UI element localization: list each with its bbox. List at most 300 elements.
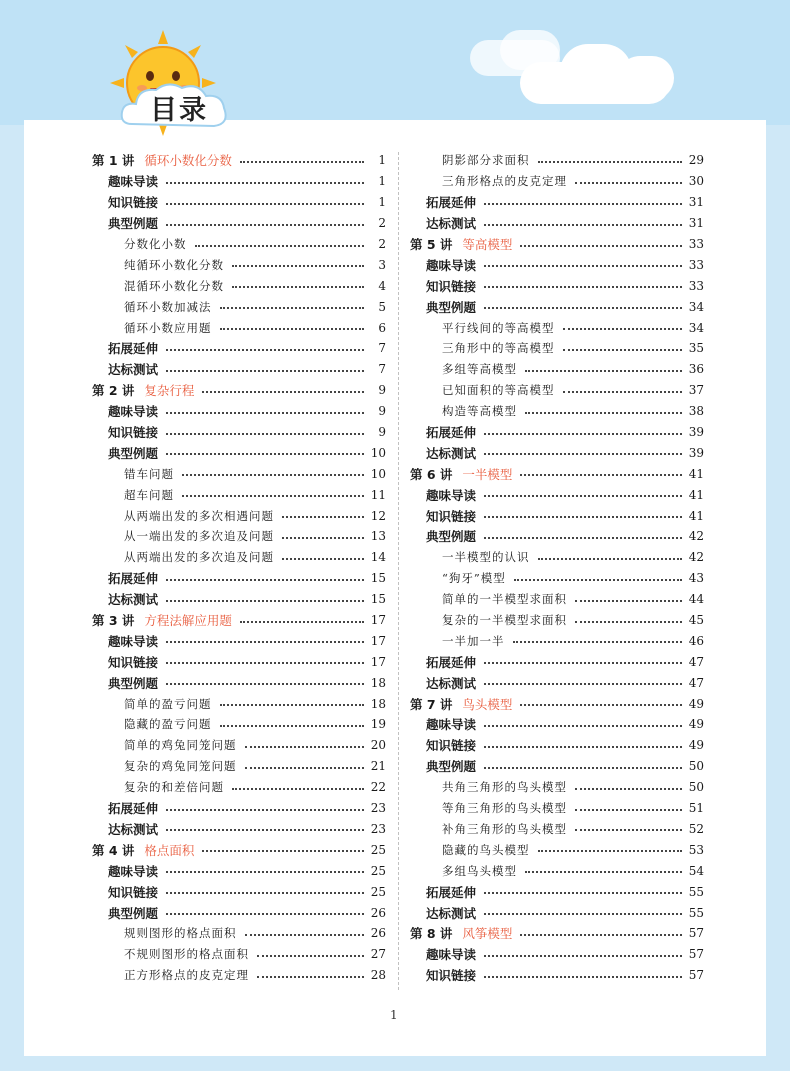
entry-label: 拓展延伸 (108, 341, 159, 357)
entry-page-number: 42 (688, 550, 704, 565)
toc-subsection-row[interactable] (92, 484, 386, 505)
entry-label: 从一端出发的多次追及问题 (124, 529, 274, 544)
entry-page-number: 25 (370, 863, 386, 878)
entry-page-number: 41 (688, 487, 704, 502)
dot-leader (166, 224, 364, 226)
toc-section-row[interactable] (410, 275, 704, 296)
dot-leader (202, 850, 364, 852)
entry-page-number: 25 (370, 884, 386, 899)
entry-label: 多组鸟头模型 (442, 863, 517, 878)
dot-leader (166, 182, 364, 184)
dot-leader (166, 871, 364, 873)
toc-subsection-row[interactable] (92, 756, 386, 777)
toc-section-row[interactable] (92, 651, 386, 672)
dot-leader (514, 579, 682, 581)
toc-subsection-row[interactable] (92, 714, 386, 735)
dot-leader (232, 265, 364, 267)
toc-subsection-row[interactable] (92, 254, 386, 275)
entry-page-number: 5 (378, 299, 386, 314)
dot-leader (484, 913, 682, 915)
entry-label: 拓展延伸 (426, 884, 477, 900)
toc-section-row[interactable] (92, 171, 386, 192)
entry-page-number: 1 (378, 174, 386, 189)
entry-label: 简单的鸡兔同笼问题 (124, 738, 237, 753)
toc-section-row[interactable] (92, 401, 386, 422)
toc-section-row[interactable] (410, 881, 704, 902)
entry-label: 循环小数应用题 (124, 320, 212, 335)
entry-page-number: 34 (688, 320, 704, 335)
dot-leader (484, 203, 682, 205)
toc-section-row[interactable] (92, 630, 386, 651)
entry-page-number: 22 (370, 780, 386, 795)
dot-leader (575, 788, 682, 790)
entry-label: “狗牙”模型 (442, 571, 506, 586)
dot-leader (484, 516, 682, 518)
dot-leader (484, 662, 682, 664)
toc-subsection-row[interactable] (410, 839, 704, 860)
entry-page-number: 31 (688, 195, 704, 210)
dot-leader (484, 976, 682, 978)
entry-label: 多组等高模型 (442, 362, 517, 377)
dot-leader (240, 161, 364, 163)
entry-label: 纯循环小数化分数 (124, 257, 224, 272)
entry-page-number: 25 (370, 842, 386, 857)
entry-page-number: 57 (688, 947, 704, 962)
entry-label: 隐藏的鸟头模型 (442, 842, 530, 857)
dot-leader (484, 955, 682, 957)
entry-page-number: 38 (688, 404, 704, 419)
entry-label: 趣味导读 (426, 257, 477, 273)
entry-label: 分数化小数 (124, 237, 187, 251)
entry-page-number: 33 (688, 257, 704, 272)
entry-label: 已知面积的等高模型 (442, 383, 555, 398)
entry-label: 达标测试 (108, 821, 159, 837)
toc-section-row[interactable] (410, 422, 704, 443)
dot-leader (484, 307, 682, 309)
toc-subsection-row[interactable] (92, 463, 386, 484)
entry-page-number: 57 (688, 926, 704, 941)
dot-leader (245, 767, 365, 769)
dot-leader (166, 349, 364, 351)
entry-page-number: 30 (688, 174, 704, 189)
toc-section-row[interactable] (92, 338, 386, 359)
entry-page-number: 28 (370, 968, 386, 983)
entry-page-number: 49 (688, 738, 704, 753)
dot-leader (575, 809, 682, 811)
entry-page-number: 15 (370, 592, 386, 607)
entry-label: 知识链接 (426, 968, 477, 984)
entry-page-number: 17 (370, 613, 386, 628)
entry-label: 隐藏的盈亏问题 (124, 717, 212, 732)
entry-page-number: 7 (378, 341, 386, 356)
entry-page-number: 49 (688, 717, 704, 732)
toc-chapter-row[interactable] (92, 380, 386, 401)
toc-subsection-row[interactable] (410, 777, 704, 798)
dot-leader (520, 934, 682, 936)
toc-section-row[interactable] (410, 213, 704, 234)
toc-section-row[interactable] (410, 902, 704, 923)
entry-label: 拓展延伸 (426, 425, 477, 441)
entry-label: 拓展延伸 (426, 195, 477, 211)
toc-subsection-row[interactable] (410, 610, 704, 631)
dot-leader (520, 704, 682, 706)
entry-page-number: 37 (688, 383, 704, 398)
dot-leader (240, 621, 364, 623)
entry-page-number: 7 (378, 362, 386, 377)
dot-leader (220, 307, 365, 309)
entry-page-number: 18 (370, 696, 386, 711)
toc-section-row[interactable] (410, 296, 704, 317)
toc-subsection-row[interactable] (410, 380, 704, 401)
entry-label: 共角三角形的鸟头模型 (442, 780, 567, 795)
dot-leader (166, 662, 364, 664)
entry-label: 复杂的和差倍问题 (124, 780, 224, 795)
toc-section-row[interactable] (410, 442, 704, 463)
entry-page-number: 47 (688, 654, 704, 669)
entry-label: 超车问题 (124, 487, 174, 502)
entry-label: 趣味导读 (426, 947, 477, 963)
chapter-number: 第 2 讲 (92, 383, 135, 399)
entry-label: 趣味导读 (108, 633, 159, 649)
dot-leader (563, 328, 683, 330)
toc-section-row[interactable] (410, 254, 704, 275)
toc-subsection-row[interactable] (92, 965, 386, 986)
entry-page-number: 41 (688, 508, 704, 523)
toc-section-row[interactable] (410, 672, 704, 693)
toc-subsection-row[interactable] (92, 296, 386, 317)
dot-leader (166, 913, 364, 915)
entry-label: 达标测试 (426, 905, 477, 921)
toc-subsection-row[interactable] (92, 234, 386, 255)
dot-leader (195, 245, 365, 247)
chapter-number: 第 6 讲 (410, 466, 453, 482)
entry-page-number: 57 (688, 968, 704, 983)
toc-section-row[interactable] (92, 359, 386, 380)
toc-section-row[interactable] (410, 735, 704, 756)
entry-page-number: 2 (378, 216, 386, 231)
entry-page-number: 26 (370, 926, 386, 941)
entry-label: 知识链接 (108, 425, 159, 441)
entry-page-number: 41 (688, 466, 704, 481)
entry-label: 简单的一半模型求面积 (442, 592, 567, 607)
entry-page-number: 23 (370, 821, 386, 836)
entry-page-number: 21 (370, 759, 386, 774)
entry-page-number: 31 (688, 216, 704, 231)
entry-page-number: 10 (370, 445, 386, 460)
toc-column-left (92, 150, 386, 986)
entry-page-number: 43 (688, 571, 704, 586)
toc-section-row[interactable] (92, 902, 386, 923)
entry-label: 典型例题 (426, 529, 477, 545)
toc-section-row[interactable] (92, 442, 386, 463)
entry-page-number: 47 (688, 675, 704, 690)
toc-section-row[interactable] (92, 672, 386, 693)
dot-leader (563, 349, 683, 351)
toc-subsection-row[interactable] (410, 568, 704, 589)
dot-leader (484, 433, 682, 435)
toc-chapter-row[interactable] (410, 234, 704, 255)
entry-label: 典型例题 (108, 675, 159, 691)
entry-page-number: 1 (378, 153, 386, 168)
toc-section-row[interactable] (92, 568, 386, 589)
entry-label: 知识链接 (108, 195, 159, 211)
entry-page-number: 35 (688, 341, 704, 356)
entry-page-number: 36 (688, 362, 704, 377)
entry-label: 三角形中的等高模型 (442, 341, 555, 356)
entry-page-number: 19 (370, 717, 386, 732)
entry-label: 达标测试 (426, 445, 477, 461)
page-number: 1 (390, 1008, 398, 1022)
entry-label: 达标测试 (108, 362, 159, 378)
entry-label: 错车问题 (124, 466, 174, 481)
dot-leader (484, 767, 682, 769)
entry-page-number: 9 (378, 425, 386, 440)
toc-subsection-row[interactable] (92, 547, 386, 568)
entry-page-number: 4 (378, 278, 386, 293)
dot-leader (525, 871, 682, 873)
toc-section-row[interactable] (410, 756, 704, 777)
entry-page-number: 9 (378, 404, 386, 419)
entry-label: 复杂的鸡兔同笼问题 (124, 759, 237, 774)
dot-leader (525, 412, 682, 414)
entry-page-number: 13 (370, 529, 386, 544)
entry-page-number: 3 (378, 257, 386, 272)
entry-page-number: 2 (378, 237, 386, 251)
entry-page-number: 55 (688, 905, 704, 920)
toc-chapter-row[interactable] (410, 693, 704, 714)
entry-label: 达标测试 (426, 216, 477, 232)
entry-label: 达标测试 (108, 592, 159, 608)
toc-subsection-row[interactable] (92, 777, 386, 798)
dot-leader (166, 203, 364, 205)
dot-leader (282, 558, 364, 560)
toc-section-row[interactable] (410, 651, 704, 672)
toc-subsection-row[interactable] (410, 171, 704, 192)
entry-page-number: 23 (370, 801, 386, 816)
toc-chapter-row[interactable] (410, 463, 704, 484)
dot-leader (257, 976, 364, 978)
toc-chapter-row[interactable] (92, 610, 386, 631)
toc-section-row[interactable] (410, 505, 704, 526)
entry-label: 趣味导读 (108, 404, 159, 420)
entry-page-number: 53 (688, 842, 704, 857)
toc-subsection-row[interactable] (92, 317, 386, 338)
toc-subsection-row[interactable] (410, 547, 704, 568)
toc-section-row[interactable] (92, 589, 386, 610)
toc-section-row[interactable] (410, 192, 704, 213)
toc-subsection-row[interactable] (92, 944, 386, 965)
toc-section-row[interactable] (92, 798, 386, 819)
entry-label: 知识链接 (108, 654, 159, 670)
chapter-number: 第 7 讲 (410, 696, 453, 712)
chapter-number: 第 3 讲 (92, 613, 135, 629)
toc-subsection-row[interactable] (410, 317, 704, 338)
cloud-decoration (618, 56, 674, 100)
toc-subsection-row[interactable] (92, 923, 386, 944)
entry-page-number: 42 (688, 529, 704, 544)
toc-section-row[interactable] (92, 213, 386, 234)
dot-leader (220, 725, 365, 727)
toc-chapter-row[interactable] (410, 923, 704, 944)
toc-chapter-row[interactable] (92, 150, 386, 171)
toc-section-row[interactable] (410, 965, 704, 986)
dot-leader (513, 641, 683, 643)
toc-chapter-row[interactable] (92, 839, 386, 860)
entry-page-number: 33 (688, 278, 704, 293)
dot-leader (166, 829, 364, 831)
dot-leader (538, 850, 683, 852)
toc-subsection-row[interactable] (92, 693, 386, 714)
dot-leader (484, 265, 682, 267)
toc-section-row[interactable] (92, 860, 386, 881)
dot-leader (166, 453, 364, 455)
entry-label: 等角三角形的鸟头模型 (442, 801, 567, 816)
chapter-number: 第 1 讲 (92, 153, 135, 169)
chapter-title: 风筝模型 (462, 926, 513, 942)
dot-leader (563, 391, 683, 393)
toc-section-row[interactable] (410, 944, 704, 965)
chapter-title: 方程法解应用题 (144, 613, 232, 629)
chapter-title: 等高模型 (462, 237, 513, 252)
entry-label: 知识链接 (426, 738, 477, 754)
entry-label: 典型例题 (426, 299, 477, 315)
dot-leader (484, 453, 682, 455)
dot-leader (182, 474, 364, 476)
dot-leader (166, 600, 364, 602)
dot-leader (484, 286, 682, 288)
entry-label: 平行线间的等高模型 (442, 320, 555, 335)
entry-label: 从两端出发的多次追及问题 (124, 550, 274, 565)
dot-leader (166, 892, 364, 894)
entry-page-number: 52 (688, 821, 704, 836)
dot-leader (575, 600, 682, 602)
entry-label: 循环小数加减法 (124, 299, 212, 314)
dot-leader (484, 683, 682, 685)
chapter-number: 第 8 讲 (410, 926, 453, 942)
entry-label: 拓展延伸 (108, 801, 159, 817)
entry-page-number: 34 (688, 299, 704, 314)
dot-leader (182, 495, 364, 497)
entry-page-number: 1 (378, 195, 386, 210)
dot-leader (220, 328, 365, 330)
toc-subsection-row[interactable] (92, 505, 386, 526)
entry-page-number: 15 (370, 571, 386, 586)
entry-page-number: 51 (688, 801, 704, 816)
toc-subsection-row[interactable] (410, 798, 704, 819)
toc-subsection-row[interactable] (410, 860, 704, 881)
toc-subsection-row[interactable] (410, 630, 704, 651)
dot-leader (484, 725, 682, 727)
entry-label: 一半加一半 (442, 633, 505, 648)
entry-page-number: 39 (688, 445, 704, 460)
entry-label: 典型例题 (108, 445, 159, 461)
toc-subsection-row[interactable] (410, 401, 704, 422)
entry-page-number: 11 (370, 487, 386, 502)
entry-label: 简单的盈亏问题 (124, 696, 212, 711)
toc-subsection-row[interactable] (410, 150, 704, 171)
entry-page-number: 50 (688, 780, 704, 795)
entry-label: 混循环小数化分数 (124, 278, 224, 293)
toc-subsection-row[interactable] (92, 526, 386, 547)
dot-leader (220, 704, 365, 706)
toc-subsection-row[interactable] (410, 359, 704, 380)
entry-page-number: 55 (688, 884, 704, 899)
chapter-title: 复杂行程 (144, 383, 195, 399)
dot-leader (245, 746, 365, 748)
entry-page-number: 10 (370, 466, 386, 481)
toc-subsection-row[interactable] (410, 338, 704, 359)
toc-subsection-row[interactable] (410, 819, 704, 840)
entry-page-number: 20 (370, 738, 386, 753)
dot-leader (282, 537, 364, 539)
entry-label: 正方形格点的皮克定理 (124, 968, 249, 983)
entry-page-number: 46 (688, 633, 704, 648)
entry-label: 三角形格点的皮克定理 (442, 174, 567, 189)
chapter-title: 循环小数化分数 (144, 153, 232, 169)
toc-section-row[interactable] (410, 714, 704, 735)
chapter-title: 鸟头模型 (462, 696, 513, 712)
entry-label: 阴影部分求面积 (442, 153, 530, 168)
dot-leader (520, 474, 682, 476)
toc-section-row[interactable] (92, 819, 386, 840)
entry-label: 一半模型的认识 (442, 550, 530, 565)
entry-label: 达标测试 (426, 675, 477, 691)
entry-label: 趣味导读 (426, 487, 477, 503)
dot-leader (166, 433, 364, 435)
entry-label: 趣味导读 (108, 863, 159, 879)
toc-section-row[interactable] (410, 526, 704, 547)
entry-label: 典型例题 (108, 905, 159, 921)
dot-leader (282, 516, 364, 518)
dot-leader (257, 955, 364, 957)
entry-page-number: 29 (688, 153, 704, 168)
entry-label: 从两端出发的多次相遇问题 (124, 508, 274, 523)
entry-page-number: 18 (370, 675, 386, 690)
dot-leader (166, 579, 364, 581)
entry-label: 典型例题 (108, 216, 159, 232)
entry-page-number: 17 (370, 633, 386, 648)
entry-label: 拓展延伸 (108, 571, 159, 587)
dot-leader (538, 161, 683, 163)
dot-leader (484, 224, 682, 226)
toc-section-row[interactable] (410, 484, 704, 505)
toc-subsection-row[interactable] (92, 275, 386, 296)
dot-leader (232, 788, 364, 790)
dot-leader (232, 286, 364, 288)
entry-label: 规则图形的格点面积 (124, 926, 237, 941)
entry-page-number: 17 (370, 654, 386, 669)
dot-leader (538, 558, 683, 560)
dot-leader (575, 182, 682, 184)
dot-leader (166, 683, 364, 685)
column-divider (398, 152, 399, 990)
toc-section-row[interactable] (92, 192, 386, 213)
dot-leader (484, 746, 682, 748)
chapter-number: 第 5 讲 (410, 237, 453, 252)
entry-page-number: 14 (370, 550, 386, 565)
entry-label: 知识链接 (108, 884, 159, 900)
toc-subsection-row[interactable] (92, 735, 386, 756)
entry-page-number: 39 (688, 425, 704, 440)
toc-section-row[interactable] (92, 881, 386, 902)
entry-page-number: 12 (370, 508, 386, 523)
toc-subsection-row[interactable] (410, 589, 704, 610)
entry-page-number: 54 (688, 863, 704, 878)
dot-leader (166, 641, 364, 643)
entry-label: 知识链接 (426, 508, 477, 524)
dot-leader (484, 495, 682, 497)
toc-section-row[interactable] (92, 422, 386, 443)
